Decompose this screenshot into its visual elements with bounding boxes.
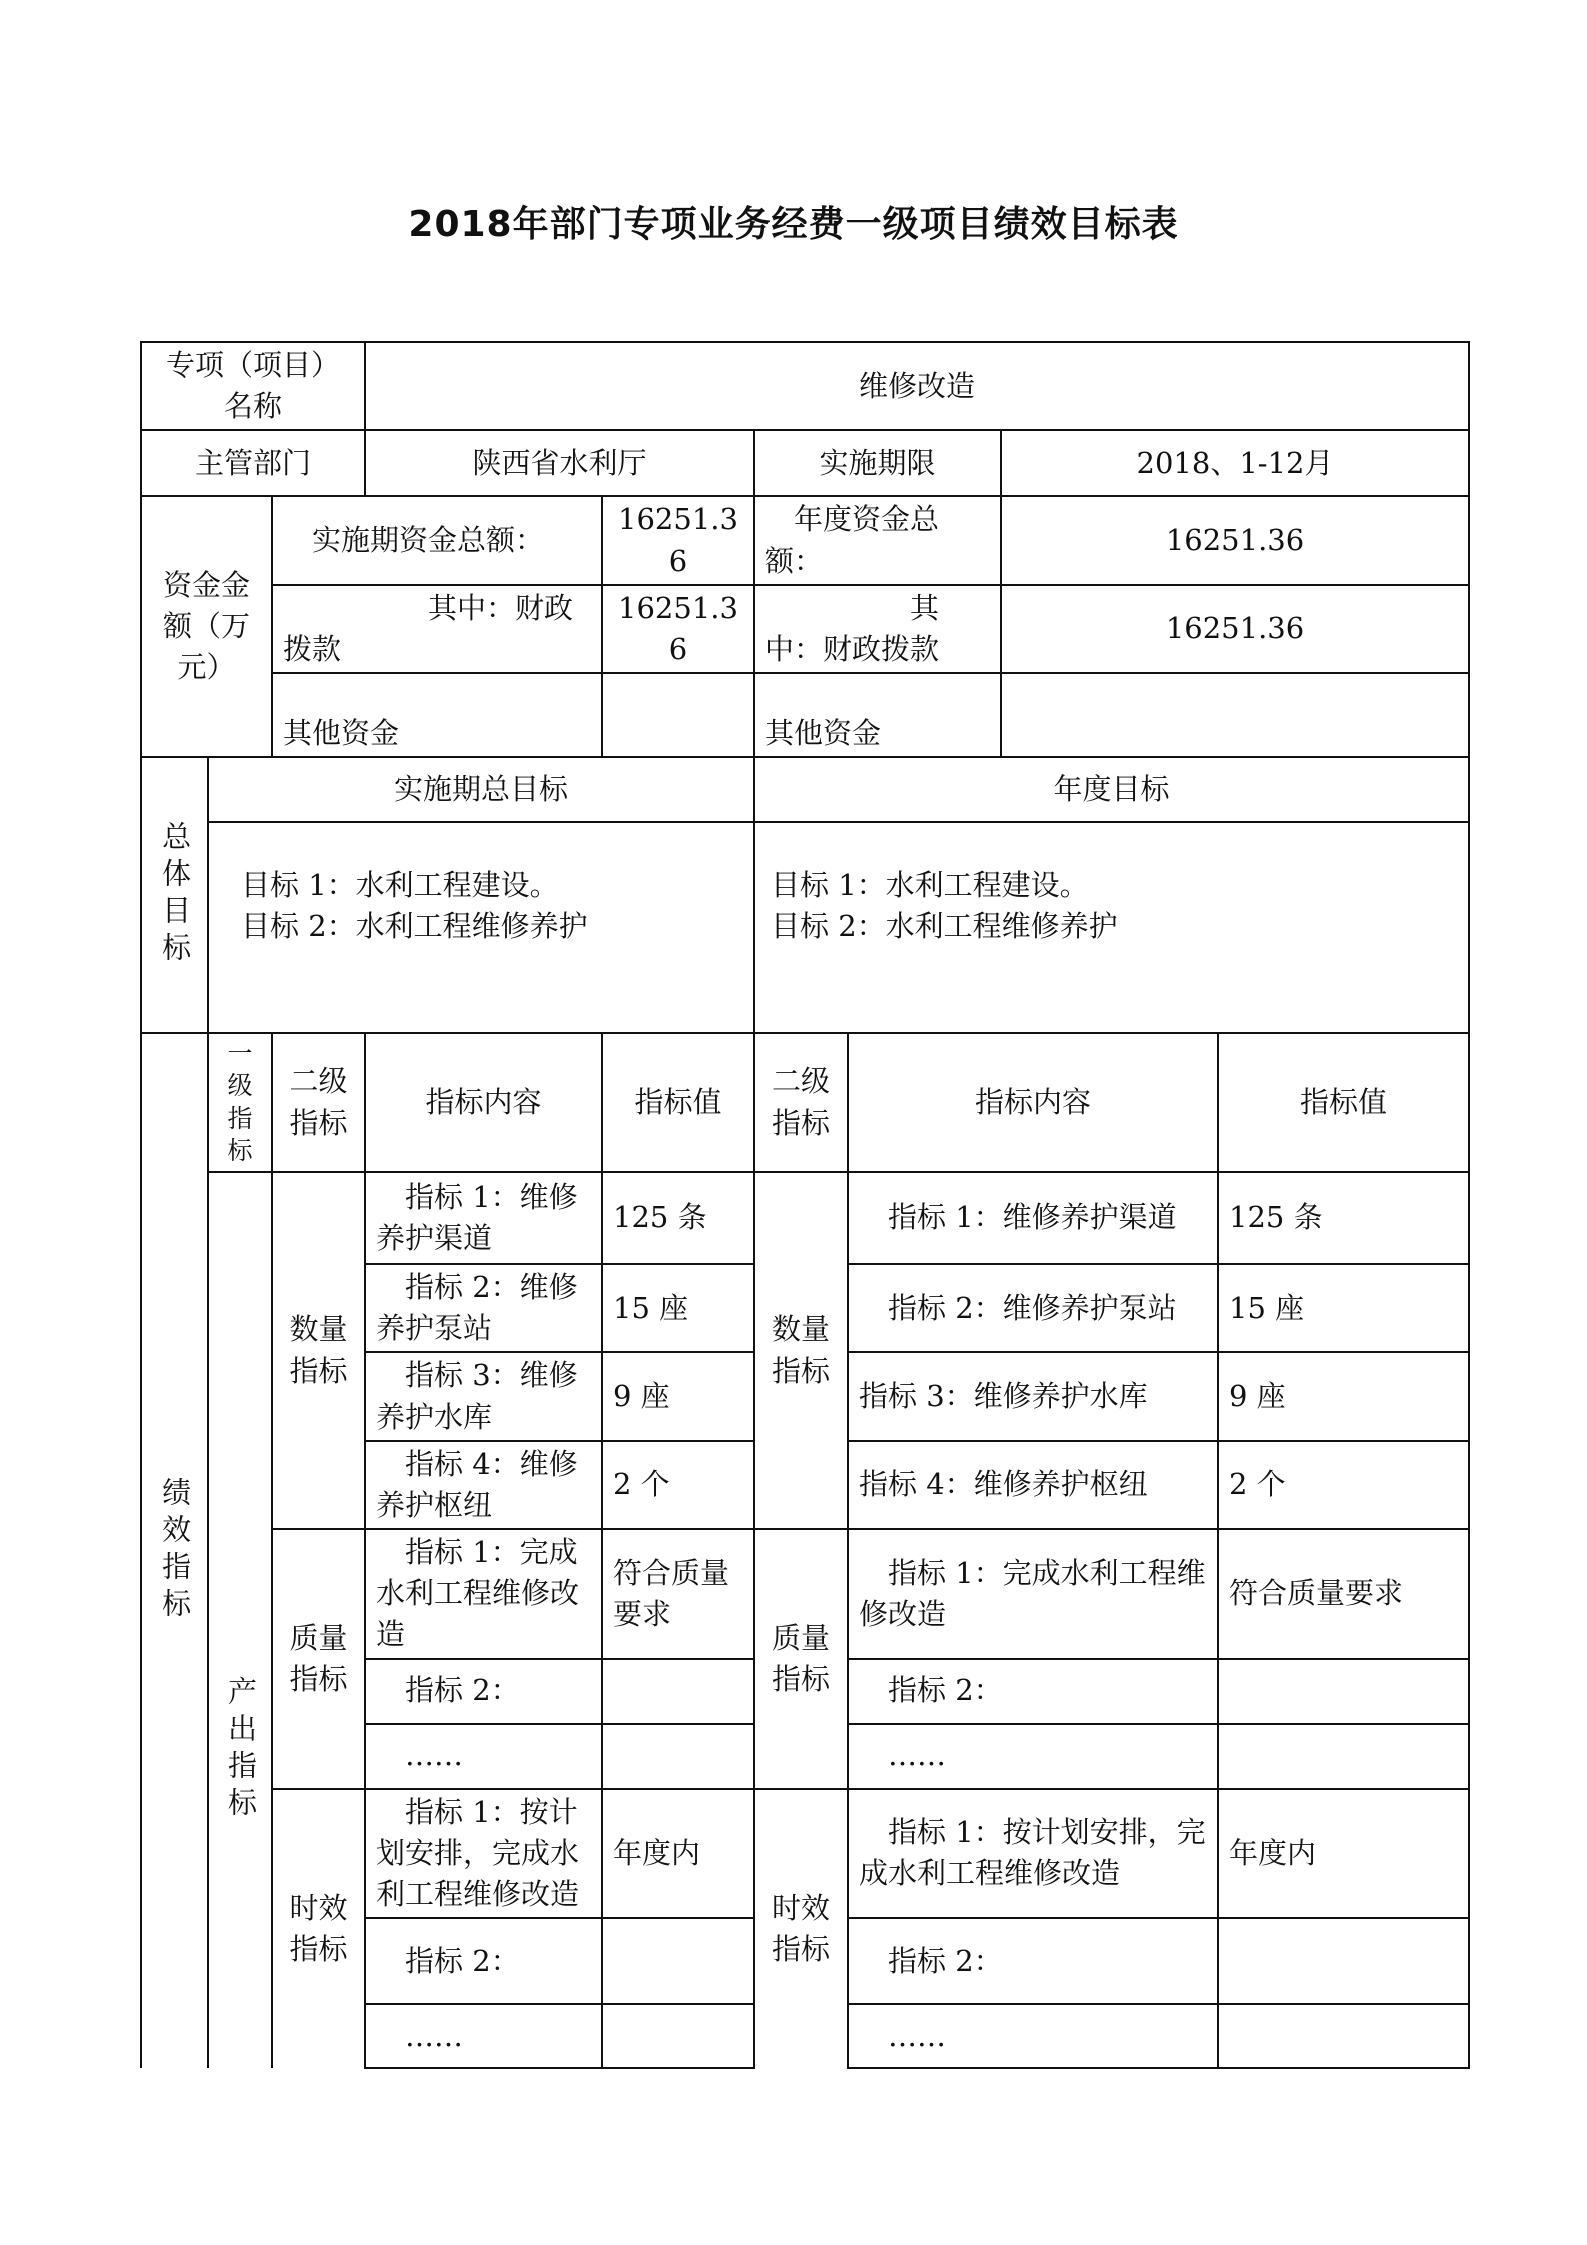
funds-annual-other-label: 其他资金	[754, 673, 1001, 757]
quality-content-left-1: 指标 1：完成水利工程维修改造	[365, 1529, 602, 1659]
funds-other-label: 其他资金	[272, 673, 602, 757]
goals-period-header: 实施期总目标	[208, 757, 754, 822]
timeliness-label-left: 时效指标	[272, 1789, 365, 2069]
quality-value-right-2	[1218, 1659, 1469, 1724]
quality-value-right-1: 符合质量要求	[1218, 1529, 1469, 1659]
quantity-value-right-2: 15 座	[1218, 1264, 1469, 1352]
quantity-content-right-2: 指标 2：维修养护泵站	[848, 1264, 1218, 1352]
quality-value-left-2	[602, 1659, 754, 1724]
quantity-label-right: 数量指标	[754, 1172, 848, 1529]
quantity-content-left-1: 指标 1：维修养护渠道	[365, 1172, 602, 1264]
perf-content-header-right: 指标内容	[848, 1033, 1218, 1172]
perf-label: 绩效指标	[141, 1033, 208, 2068]
project-name-value: 维修改造	[365, 342, 1469, 430]
timeliness-value-left-3	[602, 2004, 754, 2068]
period-label: 实施期限	[754, 430, 1001, 496]
output-label: 产出指标	[208, 1172, 272, 2068]
timeliness-value-right-3	[1218, 2004, 1469, 2068]
goals-period-line-2: 目标 2：水利工程维修养护	[241, 909, 588, 944]
quantity-content-left-2: 指标 2：维修养护泵站	[365, 1264, 602, 1352]
quality-value-left-1: 符合质量要求	[602, 1529, 754, 1659]
performance-target-table	[140, 341, 1470, 2069]
quantity-value-right-3: 9 座	[1218, 1352, 1469, 1440]
goals-annual-line-1: 目标 1：水利工程建设。	[771, 868, 1089, 903]
quantity-content-left-3: 指标 3：维修养护水库	[365, 1352, 602, 1440]
funds-label: 资金金额（万元）	[141, 496, 272, 757]
perf-value-header-right: 指标值	[1218, 1033, 1469, 1172]
funds-annual-value: 16251.36	[1001, 496, 1469, 584]
page-title: 2018年部门专项业务经费一级项目绩效目标表	[408, 204, 1179, 245]
goals-content-row	[141, 822, 1469, 1033]
quantity-content-right-4: 指标 4：维修养护枢纽	[848, 1441, 1218, 1529]
department-row	[141, 430, 1469, 496]
funds-other-row	[141, 673, 1469, 757]
timeliness-row-1	[141, 1789, 1469, 1919]
department-value: 陕西省水利厅	[365, 430, 754, 496]
funds-total-value: 16251.36	[602, 496, 754, 584]
perf-level1-header: 一级指标	[208, 1033, 272, 1172]
timeliness-content-right-1: 指标 1：按计划安排，完成水利工程维修改造	[848, 1789, 1218, 1919]
goals-period-line-1: 目标 1：水利工程建设。	[241, 868, 559, 903]
quality-content-right-2: 指标 2：	[848, 1659, 1218, 1724]
department-label: 主管部门	[141, 430, 365, 496]
goals-label: 总体目标	[141, 757, 208, 1033]
quantity-value-right-4: 2 个	[1218, 1441, 1469, 1529]
quantity-value-left-4: 2 个	[602, 1441, 754, 1529]
goals-annual-header: 年度目标	[754, 757, 1469, 822]
funds-total-row	[141, 496, 1469, 584]
timeliness-value-left-2	[602, 1918, 754, 2004]
timeliness-value-right-2	[1218, 1918, 1469, 2004]
perf-level2-header-right: 二级指标	[754, 1033, 848, 1172]
period-value: 2018、1-12月	[1001, 430, 1469, 496]
quantity-value-left-3: 9 座	[602, 1352, 754, 1440]
timeliness-value-left-1: 年度内	[602, 1789, 754, 1919]
perf-level2-header-left: 二级指标	[272, 1033, 365, 1172]
quality-content-right-3: ……	[848, 1724, 1218, 1789]
funds-fiscal-label: 其中：财政拨款	[272, 585, 602, 673]
perf-content-header-left: 指标内容	[365, 1033, 602, 1172]
timeliness-content-right-2: 指标 2：	[848, 1918, 1218, 2004]
funds-other-value	[602, 673, 754, 757]
timeliness-label-right: 时效指标	[754, 1789, 848, 2069]
timeliness-content-left-1: 指标 1：按计划安排，完成水利工程维修改造	[365, 1789, 602, 1919]
funds-fiscal-value: 16251.36	[602, 585, 754, 673]
quantity-label-left: 数量指标	[272, 1172, 365, 1529]
quantity-value-left-2: 15 座	[602, 1264, 754, 1352]
goals-header-row	[141, 757, 1469, 822]
quantity-row-1	[141, 1172, 1469, 1264]
quantity-content-right-3: 指标 3：维修养护水库	[848, 1352, 1218, 1440]
timeliness-content-left-3: ……	[365, 2004, 602, 2068]
quality-content-left-3: ……	[365, 1724, 602, 1789]
quality-value-right-3	[1218, 1724, 1469, 1789]
goals-annual-line-2: 目标 2：水利工程维修养护	[771, 909, 1118, 944]
perf-value-header-left: 指标值	[602, 1033, 754, 1172]
funds-annual-label: 年度资金总额：	[754, 496, 1001, 584]
quality-value-left-3	[602, 1724, 754, 1789]
funds-annual-other-value	[1001, 673, 1469, 757]
goals-period-content	[208, 822, 754, 1033]
funds-total-label: 实施期资金总额：	[272, 496, 602, 584]
quantity-content-right-1: 指标 1：维修养护渠道	[848, 1172, 1218, 1264]
timeliness-content-right-3: ……	[848, 2004, 1218, 2068]
funds-annual-fiscal-label: 其中：财政拨款	[754, 585, 1001, 673]
quantity-value-right-1: 125 条	[1218, 1172, 1469, 1264]
perf-header-row	[141, 1033, 1469, 1172]
quantity-value-left-1: 125 条	[602, 1172, 754, 1264]
timeliness-value-right-1: 年度内	[1218, 1789, 1469, 1919]
funds-annual-fiscal-value: 16251.36	[1001, 585, 1469, 673]
project-name-label: 专项（项目）名称	[141, 342, 365, 430]
quality-content-left-2: 指标 2：	[365, 1659, 602, 1724]
quality-content-right-1: 指标 1：完成水利工程维修改造	[848, 1529, 1218, 1659]
quality-label-left: 质量指标	[272, 1529, 365, 1789]
quality-label-right: 质量指标	[754, 1529, 848, 1789]
goals-annual-content	[754, 822, 1469, 1033]
timeliness-content-left-2: 指标 2：	[365, 1918, 602, 2004]
funds-fiscal-row	[141, 585, 1469, 673]
quantity-content-left-4: 指标 4：维修养护枢纽	[365, 1441, 602, 1529]
quality-row-1	[141, 1529, 1469, 1659]
project-row	[141, 342, 1469, 430]
